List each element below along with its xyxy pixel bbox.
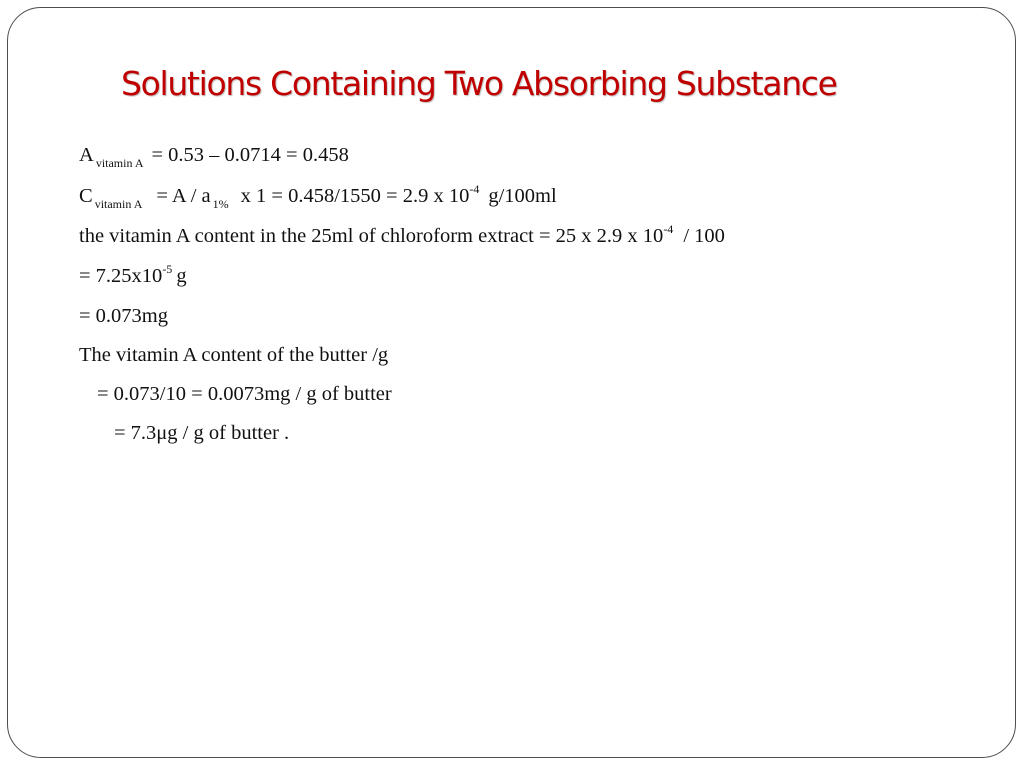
grams-result: = 7.25x10 — [79, 265, 163, 287]
butter-mg-result: = 0.073/10 = 0.0073mg / g of butter — [97, 383, 392, 405]
butter-content-heading: The vitamin A content of the butter /g — [79, 344, 389, 366]
concentration-calculation: x 1 = 0.458/1550 = 2.9 x 10 — [240, 185, 470, 207]
subscript-one-percent: 1% — [212, 197, 229, 211]
concentration-formula: = A / a — [156, 185, 211, 207]
exponent: -5 — [162, 262, 173, 276]
equation-line-4 — [79, 262, 187, 287]
equation-line-2 — [79, 182, 557, 211]
concentration-unit: g/100ml — [488, 185, 557, 207]
absorbance-equation: = 0.53 – 0.0714 = 0.458 — [151, 144, 349, 166]
exponent: -4 — [469, 182, 480, 196]
equation-line-3 — [79, 222, 725, 247]
absorbance-symbol: A — [79, 144, 94, 166]
subscript-vitamin-a: vitamin A — [94, 197, 143, 211]
subscript-vitamin-a: vitamin A — [95, 156, 144, 170]
equation-line-8 — [114, 423, 289, 444]
concentration-symbol: C — [79, 185, 93, 207]
grams-unit: g — [176, 265, 187, 287]
extract-divisor: / 100 — [683, 225, 725, 247]
slide-title: Solutions Containing Two Absorbing Substance — [121, 64, 837, 103]
milligrams-result: = 0.073mg — [79, 305, 169, 327]
equation-line-1 — [79, 144, 349, 170]
exponent: -4 — [663, 222, 674, 236]
equation-line-7 — [97, 384, 392, 405]
butter-microgram-result: = 7.3μg / g of butter . — [114, 422, 290, 444]
equation-line-6 — [79, 345, 388, 366]
extract-content-text: the vitamin A content in the 25ml of chloroform extract = 25 x 2.9 x 10 — [79, 225, 664, 247]
equation-line-5 — [79, 306, 168, 327]
